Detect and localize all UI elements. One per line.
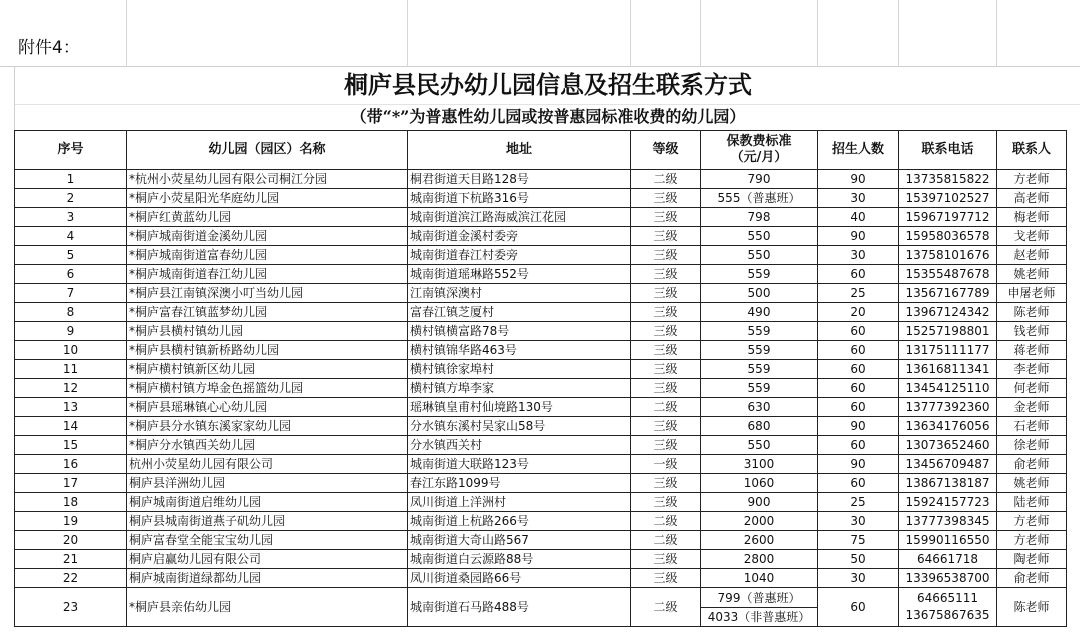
table-row — [15, 531, 1067, 550]
cell-enroll: 90 — [818, 417, 899, 436]
cell-divider — [630, 0, 631, 66]
cell-seq: 11 — [15, 360, 127, 379]
cell-fee: 559 — [701, 265, 818, 284]
header-address: 地址 — [408, 131, 631, 170]
header-fee-line1: 保教费标准 — [726, 134, 792, 149]
cell-phone-line2: 13675867635 — [905, 608, 990, 622]
cell-contact: 姚老师 — [997, 474, 1067, 493]
cell-fee-line1: 799（普惠班） — [717, 590, 801, 605]
cell-seq: 7 — [15, 284, 127, 303]
cell-contact: 申屠老师 — [997, 284, 1067, 303]
cell-seq: 4 — [15, 227, 127, 246]
cell-phone: 13777398345 — [899, 512, 997, 531]
cell-name: *桐庐横村镇方埠金色摇篮幼儿园 — [127, 379, 408, 398]
cell-contact: 何老师 — [997, 379, 1067, 398]
kindergarten-table — [14, 130, 1067, 627]
cell-fee: 900 — [701, 493, 818, 512]
cell-seq: 20 — [15, 531, 127, 550]
cell-fee-line2: 4033（非普惠班） — [701, 607, 817, 626]
cell-seq: 15 — [15, 436, 127, 455]
cell-enroll: 60 — [818, 341, 899, 360]
cell-seq: 3 — [15, 208, 127, 227]
cell-grade: 二级 — [631, 531, 701, 550]
cell-enroll: 60 — [818, 398, 899, 417]
cell-enroll: 20 — [818, 303, 899, 322]
cell-phone: 13073652460 — [899, 436, 997, 455]
cell-name: *桐庐县江南镇深澳小叮当幼儿园 — [127, 284, 408, 303]
table-row — [15, 303, 1067, 322]
cell-enroll: 60 — [818, 265, 899, 284]
cell-address: 分水镇西关村 — [408, 436, 631, 455]
cell-enroll: 50 — [818, 550, 899, 569]
cell-address: 城南街道春江村委旁 — [408, 246, 631, 265]
cell-divider — [700, 0, 701, 66]
cell-enroll: 60 — [818, 379, 899, 398]
cell-address: 城南街道瑶琳路552号 — [408, 265, 631, 284]
cell-grade: 三级 — [631, 379, 701, 398]
cell-contact: 钱老师 — [997, 322, 1067, 341]
cell-phone: 13967124342 — [899, 303, 997, 322]
cell-grade: 一级 — [631, 455, 701, 474]
cell-fee: 550 — [701, 227, 818, 246]
page-title: 桐庐县民办幼儿园信息及招生联系方式 — [14, 66, 1080, 105]
cell-grade: 三级 — [631, 246, 701, 265]
cell-contact: 方老师 — [997, 512, 1067, 531]
cell-phone: 13777392360 — [899, 398, 997, 417]
header-seq: 序号 — [15, 131, 127, 170]
cell-name: *桐庐红黄蓝幼儿园 — [127, 208, 408, 227]
cell-contact: 李老师 — [997, 360, 1067, 379]
cell-seq: 1 — [15, 170, 127, 189]
table-row — [15, 189, 1067, 208]
cell-grade: 三级 — [631, 360, 701, 379]
table-row — [15, 170, 1067, 189]
cell-address: 城南街道大联路123号 — [408, 455, 631, 474]
table-row — [15, 550, 1067, 569]
header-name: 幼儿园（园区）名称 — [127, 131, 408, 170]
cell-name: *桐庐县横村镇幼儿园 — [127, 322, 408, 341]
cell-fee — [701, 588, 818, 627]
cell-phone: 13175111177 — [899, 341, 997, 360]
cell-phone: 13454125110 — [899, 379, 997, 398]
table-header-row — [15, 131, 1067, 170]
cell-grade: 三级 — [631, 322, 701, 341]
cell-address: 瑶琳镇皇甫村仙境路130号 — [408, 398, 631, 417]
cell-name: 桐庐富春堂全能宝宝幼儿园 — [127, 531, 408, 550]
cell-phone: 15257198801 — [899, 322, 997, 341]
attachment-label: 附件4： — [18, 38, 80, 58]
cell-grade: 二级 — [631, 588, 701, 627]
cell-enroll: 25 — [818, 284, 899, 303]
cell-contact: 方老师 — [997, 170, 1067, 189]
cell-contact: 俞老师 — [997, 569, 1067, 588]
cell-contact: 姚老师 — [997, 265, 1067, 284]
cell-grade: 三级 — [631, 474, 701, 493]
cell-grade: 三级 — [631, 208, 701, 227]
cell-fee: 3100 — [701, 455, 818, 474]
cell-name: *桐庐城南街道富春幼儿园 — [127, 246, 408, 265]
cell-phone: 13758101676 — [899, 246, 997, 265]
cell-contact: 陆老师 — [997, 493, 1067, 512]
cell-enroll: 60 — [818, 322, 899, 341]
cell-address: 横村镇锦华路463号 — [408, 341, 631, 360]
cell-enroll: 60 — [818, 436, 899, 455]
table-row — [15, 246, 1067, 265]
cell-fee: 790 — [701, 170, 818, 189]
cell-fee: 1040 — [701, 569, 818, 588]
cell-divider — [407, 0, 408, 66]
cell-address: 富春江镇芝厦村 — [408, 303, 631, 322]
cell-name: 桐庐县洋洲幼儿园 — [127, 474, 408, 493]
table-row — [15, 398, 1067, 417]
cell-name: 桐庐启赢幼儿园有限公司 — [127, 550, 408, 569]
cell-seq: 14 — [15, 417, 127, 436]
cell-fee: 2600 — [701, 531, 818, 550]
cell-address: 凤川街道上洋洲村 — [408, 493, 631, 512]
cell-phone: 13567167789 — [899, 284, 997, 303]
cell-divider — [126, 0, 127, 66]
cell-contact: 陈老师 — [997, 303, 1067, 322]
header-enroll: 招生人数 — [818, 131, 899, 170]
table-row — [15, 474, 1067, 493]
cell-contact: 梅老师 — [997, 208, 1067, 227]
cell-seq: 19 — [15, 512, 127, 531]
table-row — [15, 569, 1067, 588]
cell-divider — [996, 0, 997, 66]
cell-contact: 方老师 — [997, 531, 1067, 550]
cell-name: 桐庐城南街道启维幼儿园 — [127, 493, 408, 512]
table-row — [15, 493, 1067, 512]
cell-enroll: 90 — [818, 170, 899, 189]
cell-phone: 15397102527 — [899, 189, 997, 208]
cell-phone: 15990116550 — [899, 531, 997, 550]
cell-grade: 二级 — [631, 398, 701, 417]
cell-fee: 630 — [701, 398, 818, 417]
cell-seq: 2 — [15, 189, 127, 208]
cell-phone: 15355487678 — [899, 265, 997, 284]
cell-address: 桐君街道天目路128号 — [408, 170, 631, 189]
cell-address: 城南街道上杭路266号 — [408, 512, 631, 531]
cell-name: *桐庐县瑶琳镇心心幼儿园 — [127, 398, 408, 417]
cell-contact: 陶老师 — [997, 550, 1067, 569]
cell-fee: 2000 — [701, 512, 818, 531]
cell-seq: 8 — [15, 303, 127, 322]
cell-grade: 三级 — [631, 436, 701, 455]
cell-fee: 559 — [701, 379, 818, 398]
cell-contact: 高老师 — [997, 189, 1067, 208]
cell-enroll: 90 — [818, 455, 899, 474]
cell-seq: 13 — [15, 398, 127, 417]
cell-divider — [817, 0, 818, 66]
header-contact: 联系人 — [997, 131, 1067, 170]
cell-seq: 10 — [15, 341, 127, 360]
cell-fee: 555（普惠班） — [701, 189, 818, 208]
cell-address: 江南镇深澳村 — [408, 284, 631, 303]
cell-divider — [898, 0, 899, 66]
attachment-row — [0, 0, 1080, 67]
cell-fee: 2800 — [701, 550, 818, 569]
cell-contact: 金老师 — [997, 398, 1067, 417]
table-row — [15, 512, 1067, 531]
cell-name: *桐庐城南街道春江幼儿园 — [127, 265, 408, 284]
cell-address: 横村镇方埠李家 — [408, 379, 631, 398]
cell-enroll: 60 — [818, 588, 899, 627]
cell-contact: 赵老师 — [997, 246, 1067, 265]
cell-grade: 三级 — [631, 284, 701, 303]
table-row — [15, 341, 1067, 360]
table-row — [15, 360, 1067, 379]
cell-enroll: 75 — [818, 531, 899, 550]
cell-phone: 15967197712 — [899, 208, 997, 227]
cell-contact: 蒋老师 — [997, 341, 1067, 360]
cell-name: *桐庐县分水镇东溪家家幼儿园 — [127, 417, 408, 436]
cell-fee: 798 — [701, 208, 818, 227]
cell-contact: 戈老师 — [997, 227, 1067, 246]
cell-phone: 15924157723 — [899, 493, 997, 512]
cell-grade: 三级 — [631, 265, 701, 284]
cell-phone: 64661718 — [899, 550, 997, 569]
cell-enroll: 60 — [818, 360, 899, 379]
header-grade: 等级 — [631, 131, 701, 170]
cell-grade: 二级 — [631, 512, 701, 531]
cell-grade: 三级 — [631, 189, 701, 208]
cell-phone — [899, 588, 997, 627]
cell-name: 杭州小荧星幼儿园有限公司 — [127, 455, 408, 474]
cell-grade: 三级 — [631, 550, 701, 569]
cell-fee: 550 — [701, 436, 818, 455]
cell-grade: 三级 — [631, 417, 701, 436]
cell-seq: 22 — [15, 569, 127, 588]
cell-enroll: 25 — [818, 493, 899, 512]
cell-address: 横村镇横富路78号 — [408, 322, 631, 341]
cell-seq: 23 — [15, 588, 127, 627]
cell-enroll: 30 — [818, 569, 899, 588]
table-row — [15, 417, 1067, 436]
header-fee-line2: （元/月） — [730, 150, 788, 165]
cell-enroll: 60 — [818, 474, 899, 493]
cell-address: 城南街道滨江路海威滨江花园 — [408, 208, 631, 227]
cell-fee: 559 — [701, 360, 818, 379]
header-fee — [701, 131, 818, 170]
table-row-last — [15, 588, 1067, 627]
cell-phone: 13396538700 — [899, 569, 997, 588]
table-row — [15, 208, 1067, 227]
cell-name: 桐庐县城南街道燕子矶幼儿园 — [127, 512, 408, 531]
cell-seq: 6 — [15, 265, 127, 284]
cell-grade: 三级 — [631, 303, 701, 322]
table-row — [15, 379, 1067, 398]
cell-enroll: 30 — [818, 512, 899, 531]
cell-fee: 490 — [701, 303, 818, 322]
header-phone: 联系电话 — [899, 131, 997, 170]
table-row — [15, 265, 1067, 284]
cell-name: *桐庐小荧星阳光华庭幼儿园 — [127, 189, 408, 208]
cell-fee: 550 — [701, 246, 818, 265]
cell-grade: 三级 — [631, 569, 701, 588]
cell-address: 分水镇东溪村吴家山58号 — [408, 417, 631, 436]
cell-address: 春江东路1099号 — [408, 474, 631, 493]
cell-contact: 徐老师 — [997, 436, 1067, 455]
cell-phone: 13616811341 — [899, 360, 997, 379]
cell-seq: 18 — [15, 493, 127, 512]
table-row — [15, 284, 1067, 303]
cell-contact: 俞老师 — [997, 455, 1067, 474]
cell-name: *桐庐分水镇西关幼儿园 — [127, 436, 408, 455]
cell-phone: 15958036578 — [899, 227, 997, 246]
cell-address: 城南街道下杭路316号 — [408, 189, 631, 208]
cell-address: 城南街道大奇山路567 — [408, 531, 631, 550]
cell-contact: 陈老师 — [997, 588, 1067, 627]
cell-fee: 500 — [701, 284, 818, 303]
cell-seq: 12 — [15, 379, 127, 398]
cell-address: 横村镇徐家埠村 — [408, 360, 631, 379]
cell-name: *桐庐富春江镇蓝梦幼儿园 — [127, 303, 408, 322]
cell-fee: 680 — [701, 417, 818, 436]
cell-fee: 559 — [701, 341, 818, 360]
cell-grade: 二级 — [631, 170, 701, 189]
cell-seq: 5 — [15, 246, 127, 265]
table-row — [15, 455, 1067, 474]
cell-phone: 13735815822 — [899, 170, 997, 189]
cell-seq: 9 — [15, 322, 127, 341]
cell-name: *桐庐县横村镇新桥路幼儿园 — [127, 341, 408, 360]
cell-enroll: 30 — [818, 189, 899, 208]
cell-fee: 1060 — [701, 474, 818, 493]
table-row — [15, 436, 1067, 455]
cell-enroll: 90 — [818, 227, 899, 246]
cell-name: *杭州小荧星幼儿园有限公司桐江分园 — [127, 170, 408, 189]
cell-phone: 13634176056 — [899, 417, 997, 436]
cell-phone: 13456709487 — [899, 455, 997, 474]
cell-phone: 13867138187 — [899, 474, 997, 493]
cell-contact: 石老师 — [997, 417, 1067, 436]
page-subtitle: （带“*”为普惠性幼儿园或按普惠园标准收费的幼儿园） — [14, 104, 1080, 130]
cell-name: *桐庐横村镇新区幼儿园 — [127, 360, 408, 379]
cell-address: 城南街道石马路488号 — [408, 588, 631, 627]
cell-grade: 三级 — [631, 227, 701, 246]
cell-seq: 21 — [15, 550, 127, 569]
cell-seq: 17 — [15, 474, 127, 493]
cell-name: *桐庐县亲佑幼儿园 — [127, 588, 408, 627]
cell-address: 城南街道白云源路88号 — [408, 550, 631, 569]
cell-enroll: 40 — [818, 208, 899, 227]
table-row — [15, 227, 1067, 246]
cell-grade: 三级 — [631, 341, 701, 360]
cell-name: *桐庐城南街道金溪幼儿园 — [127, 227, 408, 246]
cell-address: 凤川街道桑园路66号 — [408, 569, 631, 588]
cell-grade: 三级 — [631, 493, 701, 512]
cell-address: 城南街道金溪村委旁 — [408, 227, 631, 246]
cell-seq: 16 — [15, 455, 127, 474]
table-row — [15, 322, 1067, 341]
cell-name: 桐庐城南街道绿都幼儿园 — [127, 569, 408, 588]
cell-enroll: 30 — [818, 246, 899, 265]
cell-phone-line1: 64665111 — [916, 591, 979, 605]
cell-fee: 559 — [701, 322, 818, 341]
